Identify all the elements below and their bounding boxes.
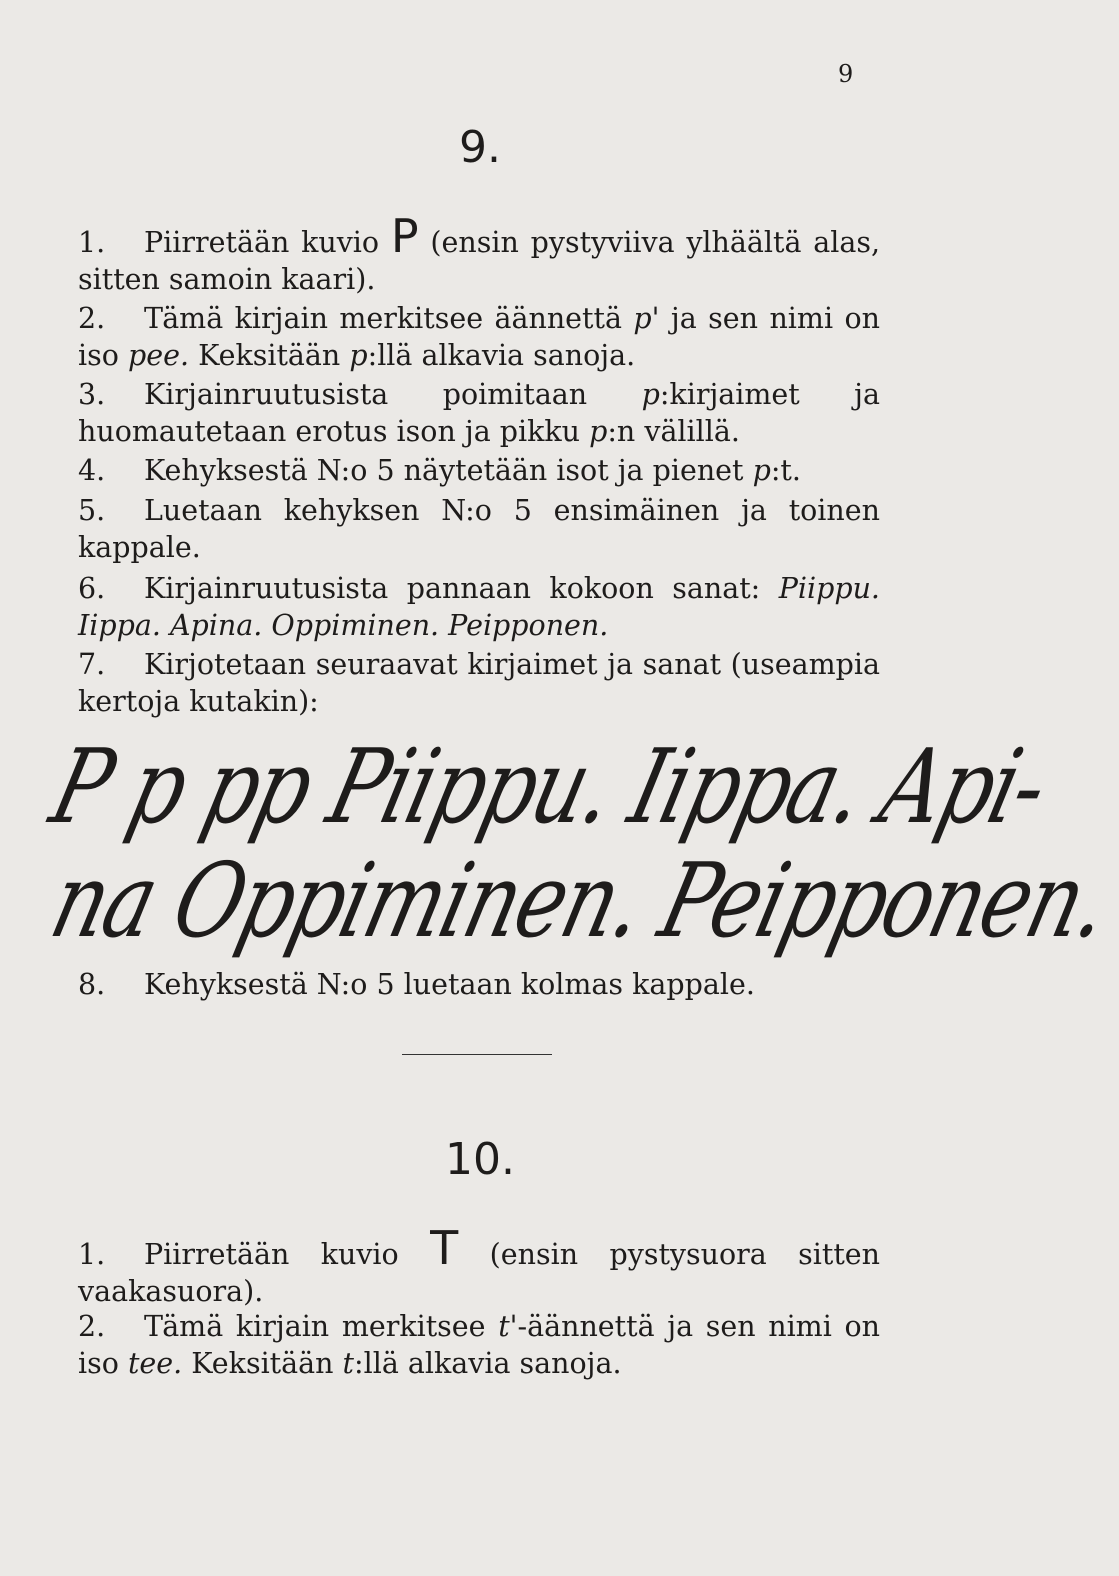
section-9-heading: 9. [459,122,501,173]
paragraph-9-4 [78,452,880,489]
letter-figure-p: P [390,209,419,263]
item-number: 2. [78,1310,106,1343]
paragraph-9-3 [78,376,880,450]
item-number: 2. [78,302,106,335]
paragraph-9-5 [78,492,880,566]
text: :t. [770,454,801,487]
text: Keksitään [198,339,341,372]
italic-text: t' [498,1310,518,1343]
paragraph-9-6 [78,570,880,644]
text: -äännettä ja sen nimi on iso [78,1310,880,1380]
italic-text: p [641,378,660,411]
paragraph-9-8 [78,966,880,1003]
italic-text: p' [633,302,660,335]
paragraph-9-2 [78,300,880,374]
handwriting-line-2: na Oppiminen. Peipponen. [40,842,1119,961]
paragraph-10-1 [78,1221,881,1310]
text: :llä alkavia sanoja. [367,339,636,372]
item-number: 6. [78,572,106,605]
item-number: 4. [78,454,106,487]
italic-text: p [589,415,608,448]
page-number: 9 [838,60,854,88]
italic-text: pee. [127,339,190,372]
text: :kirjaimet ja huomautetaan erotus ison ja pikku [78,378,880,448]
text: Kirjainruutusista poimitaan [144,378,588,411]
text: ja sen nimi on iso [78,302,881,372]
text: Keksitään [191,1347,334,1380]
text: Kirjainruutusista pannaan kokoon sanat: [144,572,761,605]
item-number: 3. [78,378,106,411]
italic-text: p [349,339,368,372]
text: Kirjotetaan seuraavat kirjaimet ja sanat (useampia kertoja kutakin): [78,648,880,718]
text: Tämä kirjain merkitsee [144,1310,486,1343]
italic-text: t [342,1347,354,1380]
italic-text: tee. [127,1347,183,1380]
paragraph-9-7 [78,646,880,720]
italic-text: p [752,454,771,487]
item-number: 7. [78,648,106,681]
letter-figure-t: T [430,1221,459,1275]
paragraph-10-2 [78,1308,880,1382]
text: Luetaan kehyksen N:o 5 ensimäinen ja toinen kappale. [78,494,880,564]
text: (ensin pystyviiva ylhäältä alas, sitten samoin kaari). [78,226,881,296]
paragraph-9-1 [78,209,881,298]
text: :llä alkavia sanoja. [354,1347,622,1380]
item-number: 1. [78,1238,106,1271]
text: Piirretään kuvio [144,226,380,259]
text: (ensin pystysuora sitten vaakasuora). [78,1238,881,1308]
section-divider [402,1054,552,1055]
handwriting-line-1: P p pp Piippu. Iippa. Api- [40,728,1057,847]
item-number: 8. [78,968,106,1001]
item-number: 1. [78,226,106,259]
text: Tämä kirjain merkitsee äännettä [144,302,622,335]
word-list: Piippu. Iippa. Apina. Oppiminen. Peipponen. [78,572,880,642]
text: :n välillä. [607,415,740,448]
text: Kehyksestä N:o 5 näytetään isot ja pienet [144,454,744,487]
item-number: 5. [78,494,106,527]
text: Kehyksestä N:o 5 luetaan kolmas kappale. [144,968,755,1001]
text: Piirretään kuvio [144,1238,399,1271]
section-10-heading: 10. [445,1134,515,1185]
